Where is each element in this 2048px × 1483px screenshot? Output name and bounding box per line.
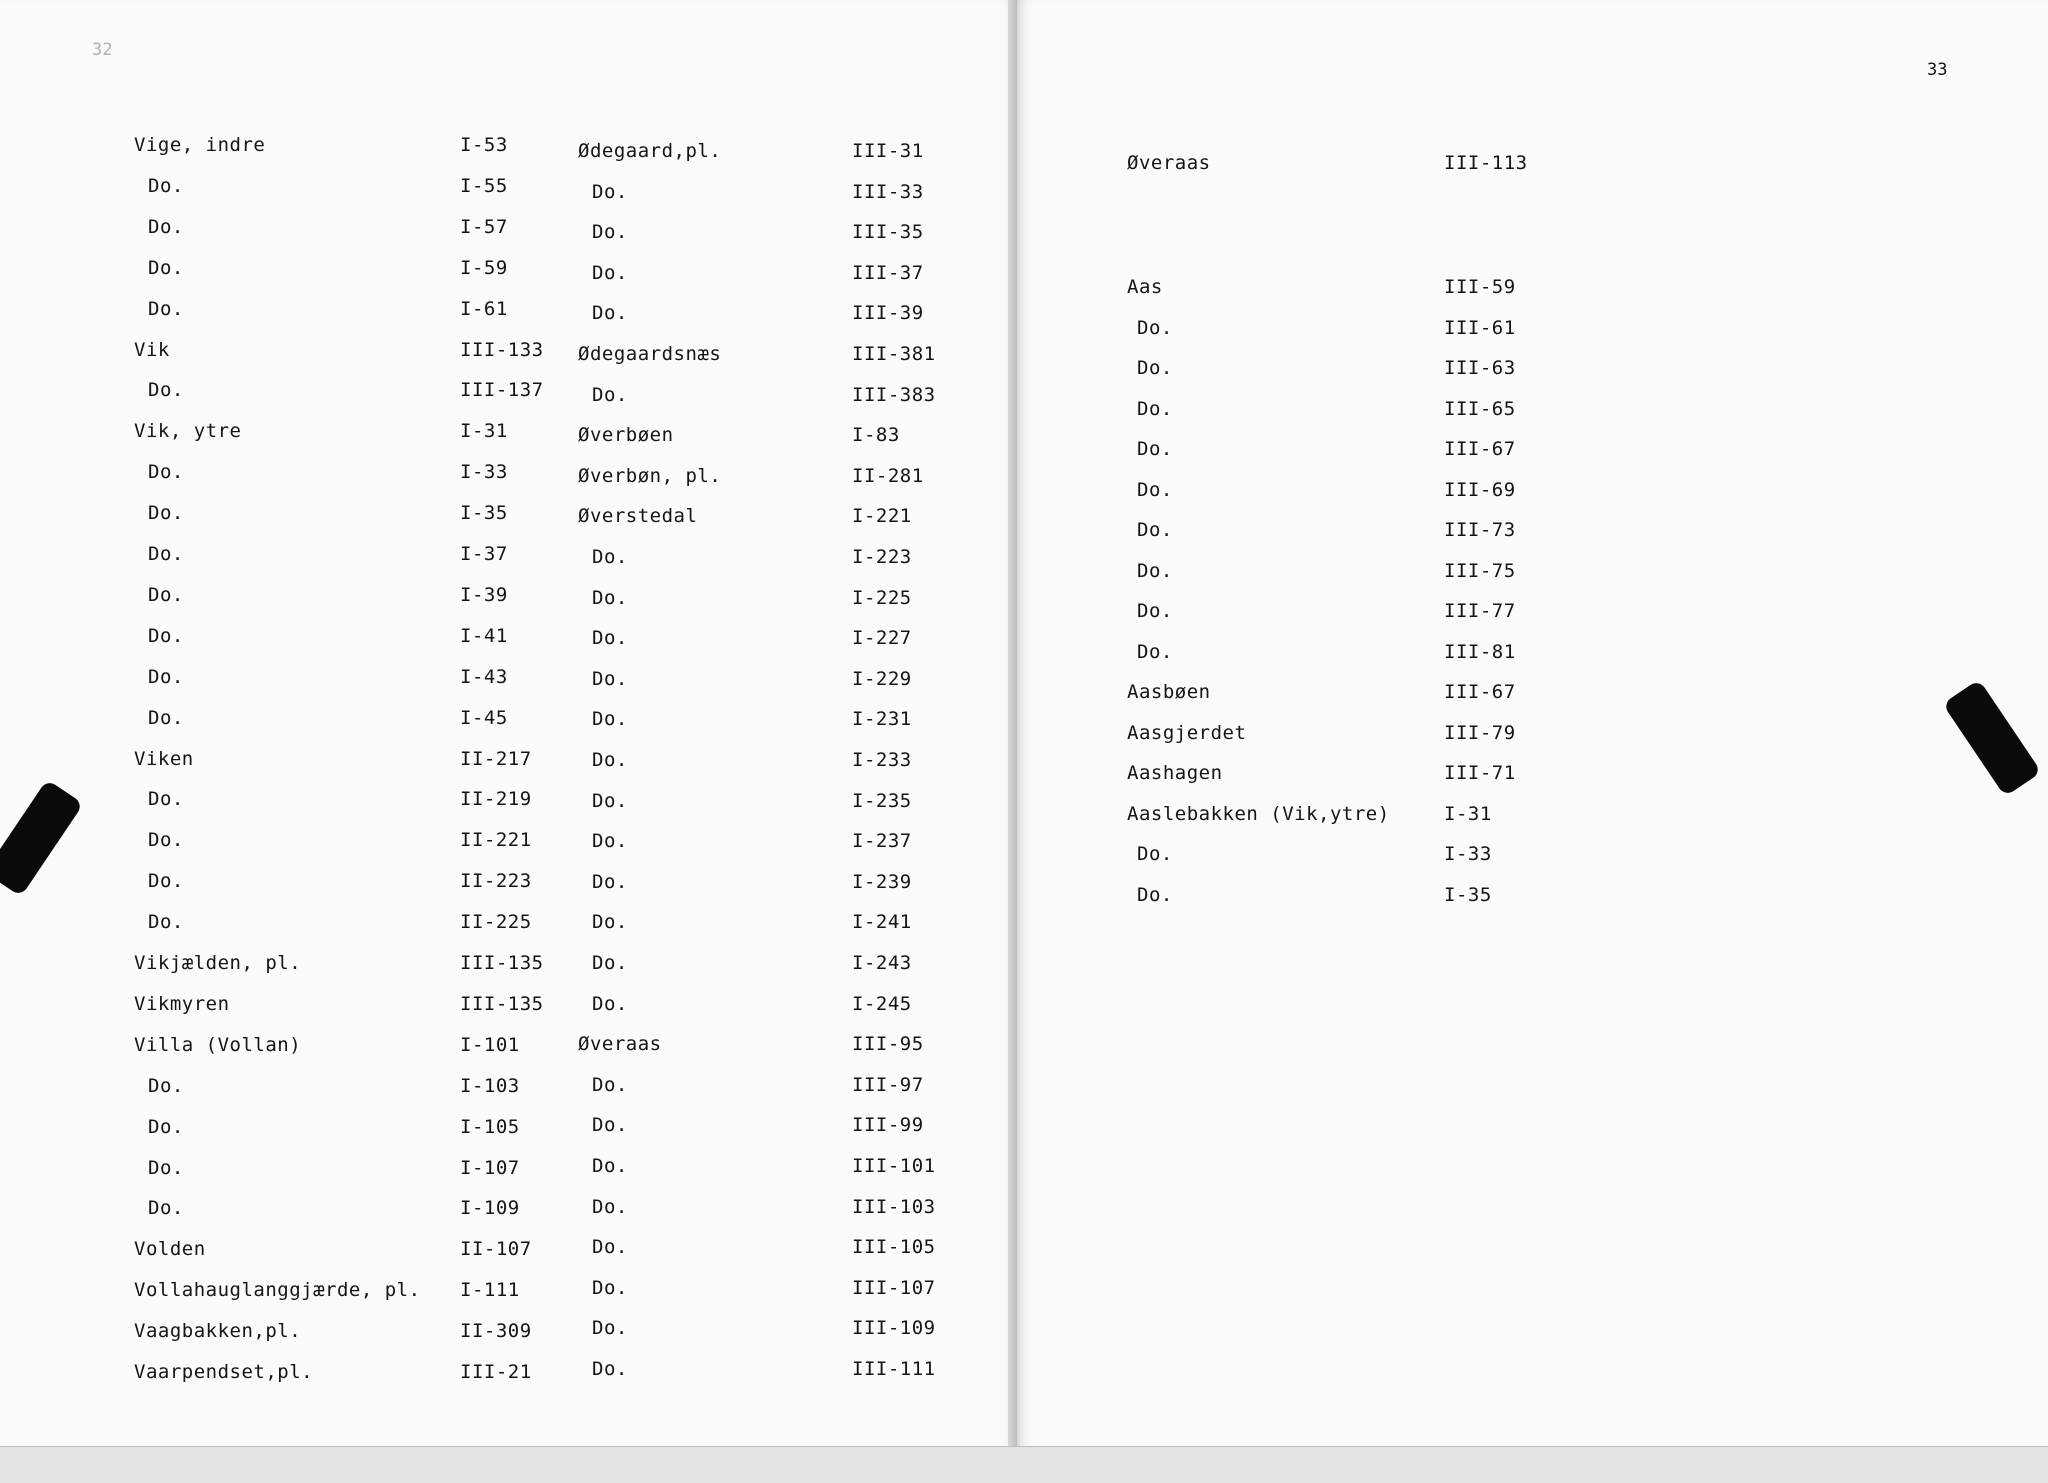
index-entry-name: Do. (148, 665, 184, 688)
index-entry-reference: III-109 (852, 1317, 936, 1340)
index-entry-name: Do. (592, 627, 628, 650)
right-page-number: 33 (1927, 60, 1948, 80)
index-entry-name: Do. (1137, 357, 1173, 379)
index-entry-name: Do. (592, 1155, 628, 1177)
index-entry-name: Do. (592, 749, 628, 771)
index-entry-reference: II-223 (460, 870, 532, 893)
index-entry-reference: I-225 (852, 586, 912, 609)
index-entry-reference: III-95 (852, 1033, 924, 1056)
index-entry-name: Do. (148, 461, 184, 484)
index-entry-name: Do. (148, 502, 184, 525)
index-entry-name: Do. (592, 586, 628, 609)
index-entry-reference: III-67 (1444, 681, 1516, 703)
index-entry-reference: I-39 (460, 583, 508, 606)
index-entry-name: Do. (1137, 600, 1173, 622)
index-entry-name: Volden (134, 1238, 206, 1261)
index-entry-name: Do. (148, 1074, 184, 1097)
index-entry-reference: I-37 (460, 543, 508, 565)
index-entry-reference: III-103 (852, 1195, 936, 1218)
index-entry-name: Do. (1137, 438, 1173, 460)
index-entry-reference: I-43 (460, 665, 508, 688)
index-entry-name: Do. (1137, 559, 1173, 582)
index-entry-reference: III-111 (852, 1358, 936, 1380)
index-entry-name: Do. (592, 180, 628, 203)
index-entry-reference: III-107 (852, 1276, 936, 1299)
index-entry-name: Do. (592, 789, 628, 812)
index-entry-name: Do. (592, 830, 628, 853)
index-entry-name: Do. (592, 667, 628, 690)
index-entry-name: Do. (148, 297, 184, 320)
index-entry-reference: III-65 (1444, 397, 1516, 420)
index-entry-name: Do. (592, 911, 628, 934)
right-page (1017, 0, 2048, 1482)
index-entry-reference: III-97 (852, 1073, 924, 1096)
index-entry-reference: III-59 (1444, 276, 1516, 298)
index-entry-reference: III-81 (1444, 640, 1516, 663)
index-entry-reference: I-221 (852, 505, 912, 528)
index-entry-reference: III-105 (852, 1236, 936, 1259)
index-entry-name: Do. (148, 829, 184, 852)
index-entry-reference: III-73 (1444, 519, 1516, 541)
index-entry-reference: III-21 (460, 1361, 532, 1383)
index-entry-reference: I-239 (852, 870, 912, 893)
index-entry-name: Øverstedal (578, 505, 698, 528)
index-entry-name: Do. (1137, 397, 1173, 420)
index-entry-reference: I-33 (460, 461, 508, 484)
index-entry-name: Vaarpendset,pl. (134, 1361, 314, 1383)
index-entry-name: Aaslebakken (Vik,ytre) (1127, 802, 1390, 825)
index-entry-reference: III-135 (460, 952, 544, 974)
index-entry-name: Do. (592, 1073, 628, 1096)
index-entry-reference: III-135 (460, 992, 544, 1015)
index-entry-reference: I-233 (852, 749, 912, 771)
index-entry-reference: III-99 (852, 1114, 924, 1137)
index-entry-name: Do. (148, 215, 184, 238)
index-entry-name: Vollahauglanggjærde, pl. (134, 1279, 421, 1302)
index-entry-name: Do. (592, 261, 628, 284)
index-entry-name: Ødegaard,pl. (578, 140, 722, 162)
index-entry-reference: I-111 (460, 1279, 520, 1302)
index-entry-reference: I-223 (852, 546, 912, 568)
index-entry-reference: I-57 (460, 215, 508, 238)
index-entry-name: Do. (148, 1115, 184, 1138)
index-entry-reference: III-61 (1444, 316, 1516, 339)
index-entry-name: Vaagbakken,pl. (134, 1320, 302, 1343)
index-entry-reference: I-237 (852, 830, 912, 853)
index-entry-reference: II-281 (852, 464, 924, 487)
index-entry-name: Do. (1137, 843, 1173, 865)
index-entry-name: Do. (592, 1276, 628, 1299)
index-entry-name: Do. (592, 992, 628, 1015)
index-entry-name: Do. (148, 870, 184, 893)
index-entry-name: Do. (148, 583, 184, 606)
index-entry-reference: I-241 (852, 911, 912, 934)
index-entry-reference: I-31 (1444, 802, 1492, 825)
index-entry-reference: III-39 (852, 302, 924, 325)
index-entry-reference: I-53 (460, 134, 508, 156)
index-entry-reference: I-243 (852, 952, 912, 974)
index-entry-name: Do. (592, 1236, 628, 1259)
index-entry-reference: I-59 (460, 256, 508, 279)
index-entry-name: Do. (148, 379, 184, 402)
index-entry-reference: I-41 (460, 624, 508, 647)
index-entry-reference: III-35 (852, 221, 924, 244)
index-entry-name: Aasbøen (1127, 681, 1211, 703)
index-entry-name: Øverbøn, pl. (578, 464, 722, 487)
index-entry-reference: I-109 (460, 1197, 520, 1220)
index-entry-name: Do. (148, 706, 184, 729)
index-entry-reference: II-107 (460, 1238, 532, 1261)
index-entry-reference: I-35 (460, 502, 508, 525)
index-entry-name: Do. (592, 1195, 628, 1218)
index-entry-reference: III-31 (852, 140, 924, 162)
index-entry-name: Øverbøen (578, 424, 674, 447)
index-entry-reference: III-33 (852, 180, 924, 203)
index-entry-reference: I-235 (852, 789, 912, 812)
index-entry-name: Do. (592, 221, 628, 244)
index-entry-name: Do. (592, 383, 628, 406)
index-entry-reference: I-229 (852, 667, 912, 690)
index-entry-name: Vikmyren (134, 992, 230, 1015)
index-entry-reference: I-33 (1444, 843, 1492, 865)
index-entry-name: Villa (Vollan) (134, 1033, 302, 1056)
index-entry-name: Do. (148, 788, 184, 811)
index-entry-name: Vikjælden, pl. (134, 952, 302, 974)
index-entry-reference: III-137 (460, 379, 544, 402)
index-entry-reference: I-35 (1444, 883, 1492, 906)
index-entry-reference: III-71 (1444, 762, 1516, 784)
index-entry-name: Do. (592, 302, 628, 325)
index-entry-name: Øveraas (578, 1033, 662, 1056)
index-entry-name: Do. (1137, 883, 1173, 906)
index-entry-reference: I-103 (460, 1074, 520, 1097)
index-entry-name: Do. (592, 1358, 628, 1380)
index-entry-name: Do. (1137, 316, 1173, 339)
index-entry-reference: III-75 (1444, 559, 1516, 582)
index-entry-reference: III-69 (1444, 478, 1516, 501)
index-entry-name: Do. (148, 1156, 184, 1179)
left-page-number: 32 (92, 40, 113, 60)
index-entry-reference: II-221 (460, 829, 532, 852)
index-entry-name: Do. (148, 1197, 184, 1220)
index-entry-name: Ødegaardsnæs (578, 343, 722, 365)
index-entry-name: Do. (148, 256, 184, 279)
index-entry-name: Viken (134, 747, 194, 770)
index-entry-reference: III-79 (1444, 721, 1516, 744)
index-entry-reference: III-383 (852, 383, 936, 406)
index-entry-name: Vik, ytre (134, 420, 242, 443)
index-entry-reference: III-37 (852, 261, 924, 284)
index-entry-name: Do. (592, 952, 628, 974)
index-entry-reference: I-227 (852, 627, 912, 650)
scanner-bed-edge (0, 1446, 2048, 1483)
index-entry-name: Vik (134, 338, 170, 361)
index-entry-reference: II-217 (460, 747, 532, 770)
index-entry-name: Aas (1127, 276, 1163, 298)
index-entry-reference: II-309 (460, 1320, 532, 1343)
index-entry-name: Do. (1137, 519, 1173, 541)
index-entry-name: Do. (592, 1317, 628, 1340)
index-entry-reference: III-113 (1444, 152, 1528, 174)
index-entry-reference: I-105 (460, 1115, 520, 1138)
index-entry-reference: III-67 (1444, 438, 1516, 460)
index-entry-name: Do. (1137, 478, 1173, 501)
left-page (0, 0, 1017, 1482)
index-entry-reference: I-107 (460, 1156, 520, 1179)
index-entry-reference: I-231 (852, 708, 912, 731)
index-entry-reference: III-77 (1444, 600, 1516, 622)
index-entry-name: Do. (148, 543, 184, 565)
index-entry-reference: II-225 (460, 911, 532, 934)
index-entry-reference: I-83 (852, 424, 900, 447)
index-entry-name: Do. (592, 870, 628, 893)
index-entry-reference: I-101 (460, 1033, 520, 1056)
index-entry-name: Aasgjerdet (1127, 721, 1247, 744)
index-entry-reference: I-61 (460, 297, 508, 320)
index-entry-reference: III-101 (852, 1155, 936, 1177)
index-entry-name: Do. (148, 911, 184, 934)
index-entry-name: Do. (592, 546, 628, 568)
index-entry-name: Aashagen (1127, 762, 1223, 784)
index-entry-reference: I-245 (852, 992, 912, 1015)
index-entry-name: Do. (592, 1114, 628, 1137)
index-entry-name: Do. (592, 708, 628, 731)
index-entry-reference: II-219 (460, 788, 532, 811)
index-entry-reference: III-133 (460, 338, 544, 361)
index-entry-reference: I-31 (460, 420, 508, 443)
index-entry-reference: I-45 (460, 706, 508, 729)
index-entry-name: Do. (148, 174, 184, 197)
index-entry-reference: III-381 (852, 343, 936, 365)
index-entry-reference: III-63 (1444, 357, 1516, 379)
index-entry-reference: I-55 (460, 174, 508, 197)
index-entry-name: Øveraas (1127, 152, 1211, 174)
index-entry-name: Do. (1137, 640, 1173, 663)
index-entry-name: Do. (148, 624, 184, 647)
index-entry-name: Vige, indre (134, 134, 266, 156)
